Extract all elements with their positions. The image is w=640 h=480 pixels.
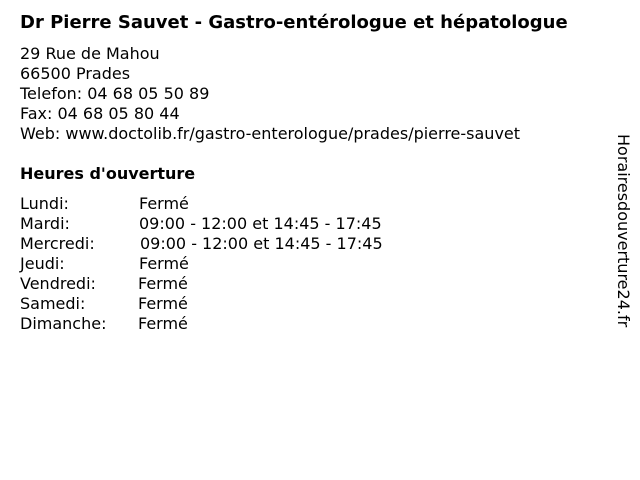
hours-value: Fermé: [139, 254, 189, 273]
day-label: Lundi:: [20, 194, 69, 213]
hours-value: Fermé: [139, 194, 189, 213]
hours-value: 09:00 - 12:00 et 14:45 - 17:45: [140, 234, 383, 253]
day-label: Mardi:: [20, 214, 70, 233]
hours-value: Fermé: [138, 314, 188, 333]
day-label: Dimanche:: [20, 314, 107, 333]
fax-number: Fax: 04 68 05 80 44: [20, 104, 180, 123]
opening-hours-heading: Heures d'ouverture: [20, 164, 196, 183]
day-label: Vendredi:: [20, 274, 96, 293]
hours-value: Fermé: [138, 274, 188, 293]
address-city: 66500 Prades: [20, 64, 131, 83]
page-title: Dr Pierre Sauvet - Gastro-entérologue et hépatologue: [20, 12, 568, 33]
contact-info: [20, 44, 520, 144]
address-street: 29 Rue de Mahou: [20, 44, 160, 63]
day-label: Jeudi:: [20, 254, 65, 273]
hours-value: Fermé: [138, 294, 188, 313]
phone-number: Telefon: 04 68 05 50 89: [20, 84, 210, 103]
site-watermark: Horairesdouverture24.fr: [614, 134, 633, 328]
hours-value: 09:00 - 12:00 et 14:45 - 17:45: [139, 214, 382, 233]
day-label: Mercredi:: [20, 234, 95, 253]
website-url: Web: www.doctolib.fr/gastro-enterologue/prades/pierre-sauvet: [20, 124, 521, 143]
day-label: Samedi:: [20, 294, 86, 313]
